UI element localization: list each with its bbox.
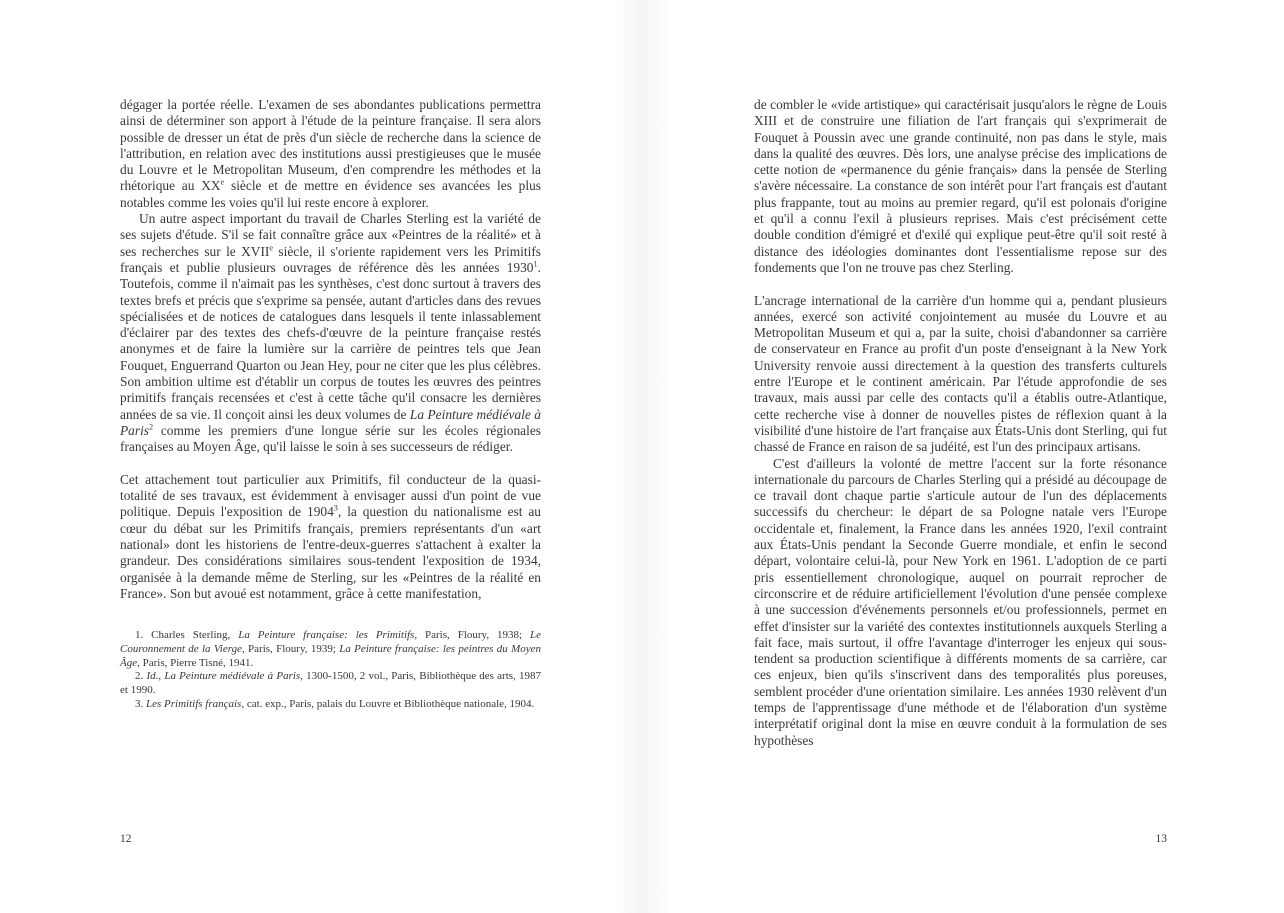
paragraph: Cet attachement tout particulier aux Primitifs, fil conducteur de la quasi-totalité de ses travaux, est évidemment à envisager aussi d'un point de vue politique. Depuis l'exposition de 1904$^3$, la question du nationalisme est au cœur du débat sur les Primitifs français, premiers représentants d'un «art national» dont les historiens de l'entre-deux-guerres s'attachent à exalter la grandeur. Des considérations similaires sous-tendent l'exposition de 1934, organisée à la demande même de Sterling, sur les «Peintres de la réalité en France». Son but avoué est notamment, grâce à cette manifestation, [120, 471, 541, 601]
paragraph: dégager la portée réelle. L'examen de ses abondantes publications permettra ainsi de déterminer son apport à l'étude de la peinture française. Il sera alors possible de dresser un état de près d'un siècle de recherche dans la science de l'attribution, en relation avec des institutions aussi prestigieuses que le musée du Louvre et le Metropolitan Museum, d'en comprendre les méthodes et la rhétorique au XXe siècle et de mettre en évidence ses avancées les plus notables comme les voies qu'il lui reste encore à explorer. [120, 97, 541, 210]
left-page-body [120, 97, 541, 602]
left-page [120, 97, 542, 845]
right-page-number: 13 [1155, 833, 1167, 845]
footnote: 1. Charles Sterling, La Peinture française: les Primitifs, Paris, Floury, 1938; Le Couronnement de la Vierge, Paris, Floury, 1939; La Peinture française: les peintres du Moyen Âge, Paris, Pierre Tisné, 1941. [120, 629, 541, 669]
left-page-number: 12 [120, 833, 132, 845]
paragraph: de combler le «vide artistique» qui caractérisait jusqu'alors le règne de Louis XIII et de construire une filiation de l'art français qui s'exprimerait de Fouquet à Poussin avec une grande continuité, non pas dans le style, mais dans la qualité des œuvres. Dès lors, une analyse précise des implications de cette notion de «permanence du génie français» dans la pensée de Sterling s'avère nécessaire. La constance de son intérêt pour l'art français est d'autant plus frappante, tout au moins au premier regard, qu'il est polonais d'origine et qu'il a connu l'exil à plusieurs reprises. Mais c'est précisément cette double condition d'émigré et d'exilé qui explique peut-être qu'il soit resté à distance des idéologies dominantes dont l'essentialisme repose sur des fondements que l'on ne trouve pas chez Sterling. [754, 97, 1167, 275]
left-page-footnotes [120, 629, 541, 711]
footnote: 2. Id., La Peinture médiévale à Paris, 1300-1500, 2 vol., Paris, Bibliothèque des arts, 1987 et 1990. [120, 670, 542, 697]
paragraph: L'ancrage international de la carrière d'un homme qui a, pendant plusieurs années, exercé son activité conjointement au musée du Louvre et au Metropolitan Museum et qui a, par la suite, choisi d'abandonner sa carrière de conservateur en France au profit d'un poste d'enseignant à la New York University renvoie aussi directement à la question des transferts culturels entre l'Europe et le continent américain. Par l'étude approfondie de ses travaux, mais aussi par celle des contacts qu'il a établis outre-Atlantique, cette recherche vise à donner de nouvelles pistes de réflexion quant à la visibilité d'une histoire de l'art française aux États-Unis dont Sterling, qui fut chassé de France en raison de sa judéité, est l'un des principaux artisans. [754, 292, 1167, 455]
right-page [754, 97, 1167, 845]
footnote: 3. Les Primitifs français, cat. exp., Paris, palais du Louvre et Bibliothèque nationale, 1904. [135, 697, 535, 710]
right-page-body [754, 97, 1167, 749]
paragraph: Un autre aspect important du travail de Charles Sterling est la variété de ses sujets d'étude. S'il se fait connaître grâce aux «Peintres de la réalité» et à ses recherches sur le XVIIe siècle, il s'oriente rapidement vers les Primitifs français et publie plusieurs ouvrages de référence dès les années 1930$^1$. Toutefois, comme il n'aimait pas les synthèses, c'est donc surtout à travers des textes brefs et précis que s'exprime sa pensée, autant d'articles dans des revues spécialisées et de notices de catalogues dans lesquels il tente inlassablement d'éclairer par des textes des chefs-d'œuvre de la peinture française restés anonymes et de faire la lumière sur la carrière de peintres tels que Jean Fouquet, Enguerrand Quarton ou Jean Hey, pour ne citer que les plus célèbres. Son ambition ultime est d'établir un corpus de toutes les œuvres des peintres primitifs français recensées et c'est à cette tâche qu'il consacre les dernières années de sa vie. Il conçoit ainsi les deux volumes de La Peinture médiévale à Paris$^2$ comme les premiers d'une longue série sur les écoles régionales françaises au Moyen Âge, qu'il laisse le soin à ses successeurs de rédiger. [120, 211, 541, 455]
paragraph: C'est d'ailleurs la volonté de mettre l'accent sur la forte résonance internationale du parcours de Charles Sterling qui a présidé au découpage de ce travail dont chaque partie s'articule autour de l'un des déplacements successifs du chercheur: le départ de sa Pologne natale vers l'Europe occidentale et, finalement, la France dans les années 1920, l'exil contraint aux États-Unis pendant la Seconde Guerre mondiale, et enfin le second départ, volontaire celui-là, pour New York en 1961. L'adoption de ce parti pris essentiellement chronologique, auquel on pourrait reprocher de circonscrire et de réduire artificiellement l'évolution d'une pensée complexe à une succession d'événements personnels et/ou professionnels, permet en effet d'insister sur la variété des contextes institutionnels auxquels Sterling a fait face, mais surtout, il offre l'avantage d'interroger les enjeux qui sous-tendent sa production scientifique à différents moments de sa carrière, car ces enjeux, bien qu'ils s'inscrivent dans des temporalités plus poreuses, semblent procéder d'une orientation similaire. Les années 1930 relèvent d'un temps de l'apprentissage d'une méthode et de l'élaboration d'un système interprétatif original dont la mise en œuvre conduit à la formulation de ses hypothèses [754, 455, 1167, 748]
gutter-shadow [612, 0, 672, 913]
